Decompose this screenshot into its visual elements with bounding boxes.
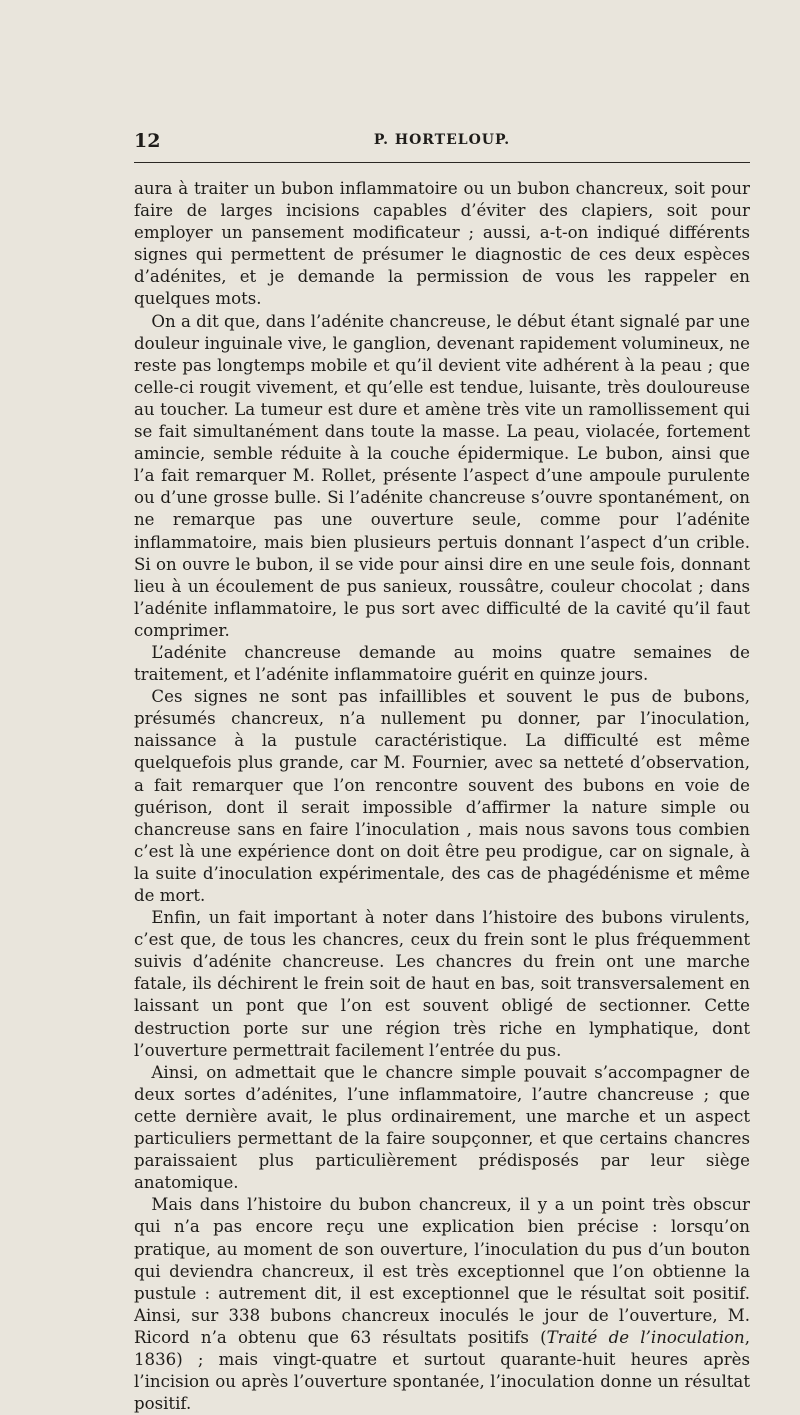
paragraph-text-end: , 1836) ; mais vingt-quatre et surtout quarante-huit heures après l’incision ou après l’ouverture spontanée, l’inoculation donne un résultat positif. bbox=[134, 1327, 750, 1414]
paragraph-last bbox=[134, 1194, 750, 1415]
paragraph: Ces signes ne sont pas infaillibles et souvent le pus de bubons, présumés chancreux, n’a nullement pu donner, par l’inoculation, naissance à la pustule caractéristique. La difficulté est même quelquefois plus grande, car M. Fournier, avec sa netteté d’observation, a fait remarquer que l’on rencontre souvent des bubons en voie de guérison, dont il serait impossible d’affirmer la nature simple ou chancreuse sans en faire l’inoculation , mais nous savons tous combien c’est là une expérience dont on doit être peu prodigue, car on signale, à la suite d’inoculation expérimentale, des cas de phagédénisme et même de mort. bbox=[134, 687, 750, 905]
body-text bbox=[134, 178, 750, 1415]
paragraph: Enfin, un fait important à noter dans l’histoire des bubons virulents, c’est que, de tous les chancres, ceux du frein sont le plus fréquemment suivis d’adénite chancreuse. Les chancres du frein ont une marche fatale, ils déchirent le frein soit de haut en bas, soit transversalement en laissant un pont que l’on est souvent obligé de sectionner. Cette destruction porte sur une région très riche en lymphatique, dont l’ouverture permettrait facilement l’entrée du pus. bbox=[134, 908, 750, 1060]
paragraph-text: Mais dans l’histoire du bubon chancreux, il y a un point très obscur qui n’a pas encore reçu une explication bien précise : lorsqu’on pratique, au moment de son ouverture, l’inoculation du pus d’un bouton qui deviendra chancreux, il est très exceptionnel que l’on obtienne la pustule : autrement dit, il est exceptionnel que le résultat soit positif. Ainsi, sur 338 bubons chancreux inoculés le jour de l’ouverture, M. Ricord n’a obtenu que 63 résultats positifs ( bbox=[134, 1195, 750, 1347]
paragraph: On a dit que, dans l’adénite chancreuse, le début étant signalé par une douleur inguinale vive, le ganglion, devenant rapidement volumineux, ne reste pas longtemps mobile et qu’il devient vite adhérent à la peau ; que celle-ci rougit vivement, et qu’elle est tendue, luisante, très douloureuse au toucher. La tumeur est dure et amène très vite un ramollissement qui se fait simultanément dans toute la masse. La peau, violacée, fortement amincie, semble réduite à la couche épidermique. Le bubon, ainsi que l’a fait remarquer M. Rollet, présente l’aspect d’une ampoule purulente ou d’une grosse bulle. Si l’adénite chancreuse s’ouvre spontanément, on ne remarque pas une ouverture seule, comme pour l’adénite inflammatoire, mais bien plusieurs pertuis donnant l’aspect d’un crible. Si on ouvre le bubon, il se vide pour ainsi dire en une seule fois, donnant lieu à un écoulement de pus sanieux, roussâtre, couleur chocolat ; dans l’adénite inflammatoire, le pus sort avec difficulté de la cavité qu’il faut comprimer. bbox=[134, 311, 751, 640]
paragraph: Ainsi, on admettait que le chancre simple pouvait s’accompagner de deux sortes d’adénites, l’une inflammatoire, l’autre chancreuse ; que cette dernière avait, le plus ordinairement, une marche et un aspect particuliers permettant de la faire soupçonner, et que certains chancres paraissaient plus particulièrement prédisposés par leur siège anatomique. bbox=[134, 1062, 750, 1193]
paragraph: aura à traiter un bubon inflammatoire ou un bubon chancreux, soit pour faire de larges incisions capables d’éviter des clapiers, soit pour employer un pansement modificateur ; aussi, a-t-on indiqué différents signes qui permettent de présumer le diagnostic de ces deux espèces d’adénites, et je demande la permission de vous les rappeler en quelques mots. bbox=[134, 179, 750, 309]
running-head: P. HORTELOUP. bbox=[373, 132, 511, 148]
page-number: 12 bbox=[134, 130, 161, 152]
header-rule bbox=[134, 162, 750, 163]
paragraph: L’adénite chancreuse demande au moins quatre semaines de traitement, et l’adénite inflammatoire guérit en quinze jours. bbox=[134, 642, 750, 685]
page-header bbox=[134, 130, 750, 156]
cited-title: Traité de l’inoculation bbox=[546, 1327, 745, 1347]
